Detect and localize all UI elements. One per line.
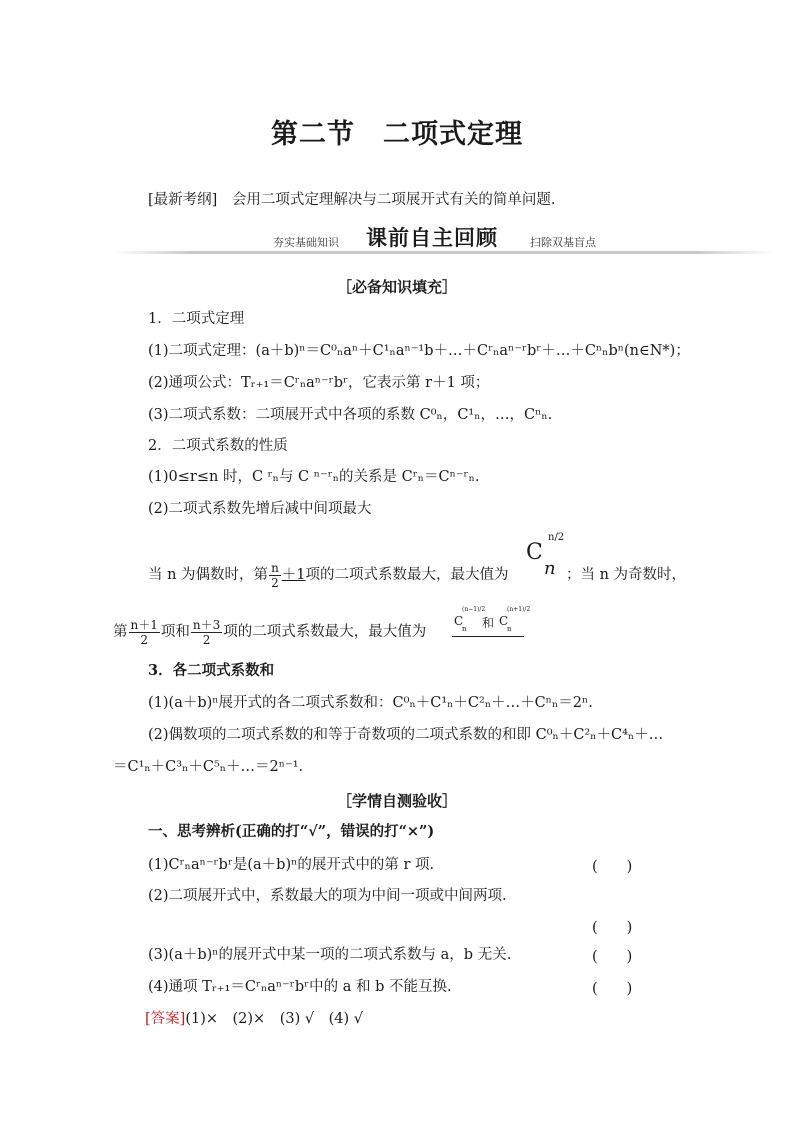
s1-heading: 1．二项式定理: [148, 311, 245, 327]
answer-text: (1)× (2)× (3) √ (4) √: [185, 1011, 363, 1027]
s3-even-odd-sum-cont: ＝C¹ₙ＋C³ₙ＋C⁵ₙ＋…＝2ⁿ⁻¹.: [113, 759, 304, 775]
section-head-knowledge: ［必备知识填充］: [336, 278, 457, 296]
title-part1: 第二节: [271, 119, 355, 150]
even-max-coefficient: C n/2 n: [526, 532, 565, 579]
s2-even-text-a: 当 n 为偶数时，第: [148, 567, 269, 583]
banner-rule: [113, 251, 774, 254]
s2-odd-case: 第 $\frac{n+1}{2}$ 项和 $\frac{n+3}{2}$ 项的二项式系数最大，最大值为: [113, 617, 427, 647]
fraction-n-over-2: $\frac{n}{2}$: [271, 560, 279, 590]
section-head-selftest: ［学情自测验收］: [336, 792, 457, 810]
s2-unimodal: (2)二项式系数先增后减中间项最大: [148, 501, 372, 517]
s3-coefficient-sum: (1)(a＋b)ⁿ展开式的各二项式系数和：C⁰ₙ＋C¹ₙ＋C²ₙ＋…＋Cⁿₙ＝2ⁿ.: [148, 695, 593, 711]
question-3: (3)(a＋b)ⁿ的展开式中某一项的二项式系数与 a，b 无关.: [148, 947, 512, 963]
s2-even-text-c: ；当 n 为奇数时，: [566, 567, 687, 583]
watermark: [598, 762, 728, 793]
s3-heading: 3．各二项式系数和: [148, 662, 275, 679]
answer-blank-4[interactable]: ( ): [592, 981, 633, 997]
question-4: (4)通项 Tᵣ₊₁＝Cʳₙaⁿ⁻ʳbʳ中的 a 和 b 不能互换.: [148, 979, 452, 995]
kaogang-text: 会用二项式定理解决与二项展开式有关的简单问题.: [231, 192, 556, 208]
s1-binomial-theorem: (1)二项式定理：(a＋b)ⁿ＝C⁰ₙaⁿ＋C¹ₙaⁿ⁻¹b＋…＋Cʳₙaⁿ⁻ʳbʳ＋…＋Cⁿₙbⁿ(n∈N*)；: [148, 343, 690, 359]
answer-tag: [答案]: [145, 1011, 186, 1027]
s2-even-case: [148, 560, 509, 590]
question-1: (1)Cʳₙaⁿ⁻ʳbʳ是(a＋b)ⁿ的展开式中的第 r 项.: [148, 857, 435, 873]
fraction-n-plus-1-over-2: $\frac{n+1}{2}$: [130, 617, 158, 647]
s2-even-text-b: 项的二项式系数最大，最大值为: [305, 567, 509, 583]
banner-right-text: 扫除双基盲点: [530, 236, 596, 249]
banner-center-title: 课前自主回顾: [366, 226, 498, 250]
s2-even-index: $\frac{n}{2}$ ＋1: [271, 560, 306, 590]
s2-symmetry: (1)0≤r≤n 时，C ʳₙ与 C ⁿ⁻ʳₙ的关系是 Cʳₙ＝Cⁿ⁻ʳₙ.: [148, 469, 480, 485]
answer-blank-2[interactable]: ( ): [592, 920, 633, 936]
section-banner: [113, 222, 774, 256]
answer-blank-3[interactable]: ( ): [592, 949, 633, 965]
banner-left-text: 夯实基础知识: [273, 236, 339, 249]
fraction-n-plus-3-over-2: $\frac{n+3}{2}$: [192, 617, 221, 647]
s1-general-term: (2)通项公式：Tᵣ₊₁＝Cʳₙaⁿ⁻ʳbʳ，它表示第 r＋1 项；: [148, 375, 490, 391]
kaogang-line: [148, 190, 555, 210]
s1-binomial-coefficients: (3)二项式系数：二项展开式中各项的系数 C⁰ₙ，C¹ₙ，…，Cⁿₙ.: [148, 407, 553, 423]
odd-max-coefficients: C (n−1)/2 n 和 C (n+1)/2 n: [452, 606, 524, 637]
page-title: [0, 112, 794, 151]
question-2: (2)二项展开式中，系数最大的项为中间一项或中间两项.: [148, 888, 507, 904]
title-part2: 二项式定理: [383, 119, 523, 150]
answer-blank-1[interactable]: ( ): [592, 859, 633, 875]
q-heading: 一、思考辨析(正确的打“√”，错误的打“×”): [148, 823, 435, 840]
s2-heading: 2．二项式系数的性质: [148, 438, 288, 454]
kaogang-tag: [最新考纲]: [148, 192, 218, 208]
s3-even-odd-sum: (2)偶数项的二项式系数的和等于奇数项的二项式系数的和即 C⁰ₙ＋C²ₙ＋C⁴ₙ＋…: [148, 727, 664, 743]
answer-line: [145, 1009, 363, 1029]
